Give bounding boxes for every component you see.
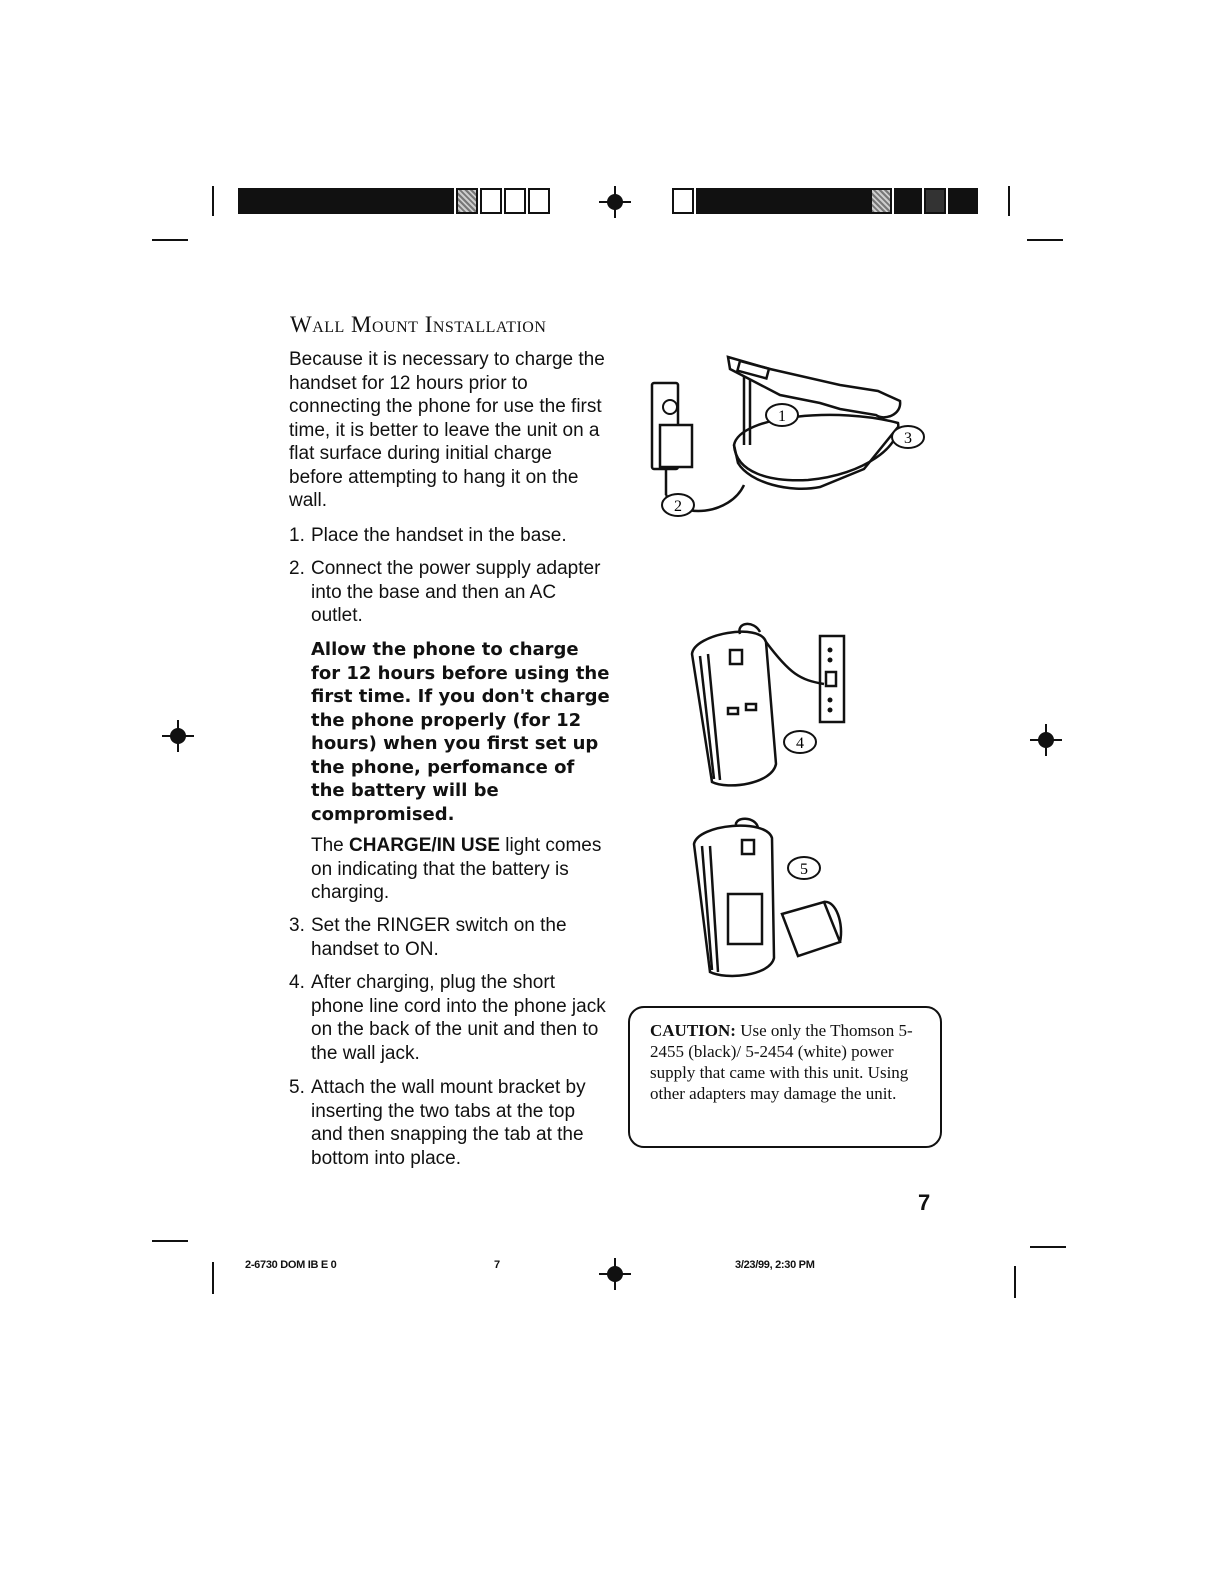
registration-bar-left xyxy=(238,188,454,214)
crosshair-icon xyxy=(1030,724,1062,756)
registration-bar-right xyxy=(696,188,870,214)
caution-label: CAUTION: xyxy=(650,1021,736,1040)
crosshair-icon xyxy=(162,720,194,752)
registration-bar-right-end xyxy=(894,188,922,214)
crop-mark xyxy=(1027,239,1063,241)
callout-3 xyxy=(892,426,924,448)
callout-label: 5 xyxy=(800,861,808,878)
step-item xyxy=(289,971,609,1065)
step-text: Connect the power supply adapter into the base and then an AC outlet. xyxy=(311,558,601,626)
step-item xyxy=(289,1076,609,1170)
callout-label: 2 xyxy=(674,498,682,515)
step-number: 1. xyxy=(289,525,305,546)
registration-square xyxy=(504,188,526,214)
caution-text: Use only the Thomson 5-2455 (black)/ 5-2454 (white) power supply that came with this unit. Using other adapters may damage the unit. xyxy=(650,1021,913,1103)
page-number: 7 xyxy=(918,1190,931,1215)
setup-illustration xyxy=(640,345,940,530)
registration-square xyxy=(672,188,694,214)
step-number: 3. xyxy=(289,915,305,936)
registration-square xyxy=(870,188,892,214)
step-text: Place the handset in the base. xyxy=(311,525,567,546)
section-title: Wall Mount Installation xyxy=(290,312,547,337)
callout-4 xyxy=(784,731,816,753)
callout-2 xyxy=(662,494,694,516)
registration-tick xyxy=(1014,1266,1016,1298)
registration-square xyxy=(480,188,502,214)
step-text: Set the RINGER switch on the handset to ON. xyxy=(311,915,567,960)
callout-5 xyxy=(788,857,820,879)
step-item xyxy=(289,524,609,548)
callout-1 xyxy=(766,404,798,426)
crosshair-icon xyxy=(599,1258,631,1290)
caution-box xyxy=(628,1006,942,1148)
charge-warning: Allow the phone to charge for 12 hours before using the first time. If you don't charge the phone properly (for 12 hours) when you first set up the phone, perfomance of the battery will be compromised. xyxy=(311,639,610,825)
footer-timestamp: 3/23/99, 2:30 PM xyxy=(735,1259,815,1271)
step-number: 5. xyxy=(289,1077,305,1098)
bracket-illustration xyxy=(686,814,856,984)
registration-tick xyxy=(212,1262,214,1294)
registration-tick xyxy=(212,186,214,216)
callout-label: 4 xyxy=(796,735,804,752)
step-text: After charging, plug the short phone line cord into the phone jack on the back of the unit and then to the wall jack. xyxy=(311,972,606,1064)
intro-paragraph: Because it is necessary to charge the handset for 12 hours prior to connecting the phone for use the first time, it is better to leave the unit on a flat surface during initial charge before attempting to hang it on the wall. xyxy=(289,349,605,511)
step-item xyxy=(289,557,609,628)
crop-mark xyxy=(152,1240,188,1242)
registration-tick xyxy=(1008,186,1010,216)
footer-code: 2-6730 DOM IB E 0 xyxy=(245,1259,337,1271)
step-number: 4. xyxy=(289,972,305,993)
charge-note xyxy=(311,834,611,905)
charge-indicator-label: CHARGE/IN USE xyxy=(349,835,500,856)
step-text: Attach the wall mount bracket by inserting the two tabs at the top and then snapping the tab at the bottom into place. xyxy=(311,1077,586,1169)
wall-jack-illustration xyxy=(680,614,880,794)
registration-square xyxy=(456,188,478,214)
footer-page: 7 xyxy=(494,1259,500,1271)
charge-note-text: The xyxy=(311,835,350,856)
registration-bar-right-end xyxy=(948,188,978,214)
charge-note-text: light comes on indicating that the battery is charging. xyxy=(311,835,602,903)
crop-mark xyxy=(1030,1246,1066,1248)
callout-label: 3 xyxy=(904,430,912,447)
callout-label: 1 xyxy=(778,408,786,425)
crosshair-icon xyxy=(599,186,631,218)
step-number: 2. xyxy=(289,558,305,579)
registration-square xyxy=(924,188,946,214)
crop-mark xyxy=(152,239,188,241)
registration-square xyxy=(528,188,550,214)
step-item xyxy=(289,914,609,961)
